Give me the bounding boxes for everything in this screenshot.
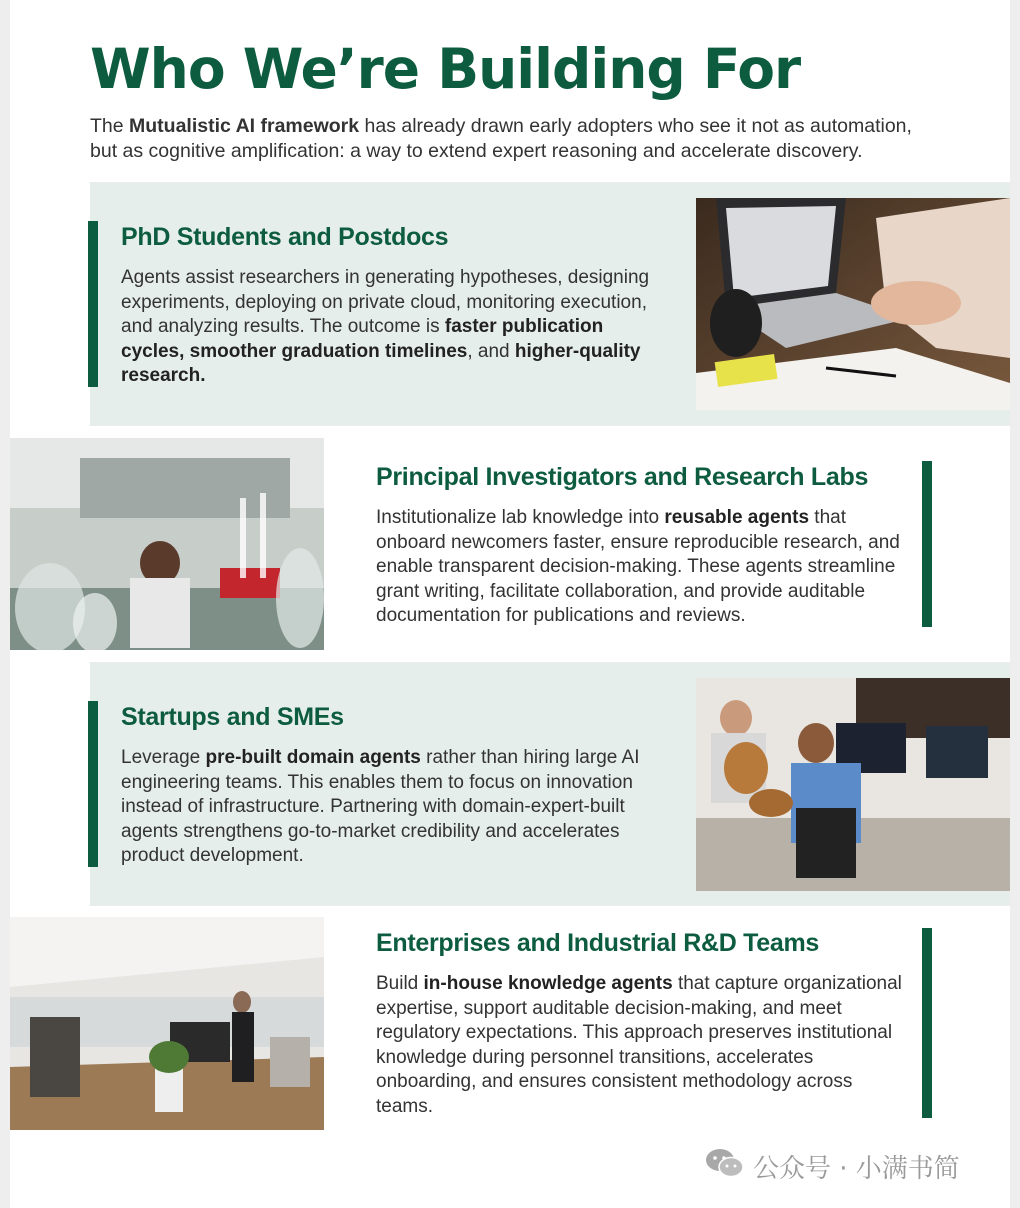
laboratory-photo xyxy=(10,438,324,650)
page xyxy=(10,0,1010,1208)
section-body-labs xyxy=(376,506,908,629)
accent-bar-phd xyxy=(88,221,98,387)
section-title-enterprise: Enterprises and Industrial R&D Teams xyxy=(376,929,820,957)
open-office-photo xyxy=(10,917,324,1130)
body-emphasis: faster publication cycles, smoother graduation timelines xyxy=(121,316,604,362)
intro-bold-term: Mutualistic AI framework xyxy=(129,115,360,137)
body-text: Agents assist researchers in generating hypotheses, designing experiments, deploying on private cloud, monitoring execution, and analyzing results. The outcome is xyxy=(121,267,650,337)
intro-text-end: has already drawn early adopters who see it not as automation, but as cognitive amplification: a way to extend expert reasoning and accelerate discovery. xyxy=(90,115,912,162)
laptop-desk-photo xyxy=(696,198,1010,410)
body-text: that capture organizational expertise, support auditable decision-making, and meet regulatory expectations. This approach preserves institutional knowledge during personnel transitions, accelerates onboarding, and ensures consistent methodology across teams. xyxy=(376,973,902,1117)
body-emphasis: higher-quality research. xyxy=(121,340,641,386)
accent-bar-enterprise xyxy=(922,928,932,1118)
startup-office-photo xyxy=(696,678,1010,891)
body-text: Build xyxy=(376,973,424,994)
body-text: Leverage xyxy=(121,747,206,768)
body-text: rather than hiring large AI engineering teams. This enables them to focus on innovation instead of infrastructure. Partnering with domain-expert-built agents strengthens go-to-market credibility and accelerates product development. xyxy=(121,747,640,866)
section-title-labs: Principal Investigators and Research Labs xyxy=(376,463,869,491)
body-text: Institutionalize lab knowledge into xyxy=(376,507,665,528)
wechat-icon xyxy=(705,1147,745,1186)
watermark-text: 公众号 · 小满书简 xyxy=(753,1153,960,1184)
section-title-phd: PhD Students and Postdocs xyxy=(121,223,449,251)
section-title-startups: Startups and SMEs xyxy=(121,703,344,731)
body-text: , and xyxy=(467,340,515,362)
section-body-phd xyxy=(121,266,661,389)
accent-bar-labs xyxy=(922,461,932,627)
section-body-startups xyxy=(121,746,651,869)
accent-bar-startups xyxy=(88,701,98,867)
section-body-enterprise xyxy=(376,972,906,1119)
watermark xyxy=(705,1146,960,1186)
body-text: that onboard newcomers faster, ensure reproducible research, and enable transparent decision-making. These agents streamline grant writing, facilitate collaboration, and provide auditable documentation for publications and reviews. xyxy=(376,507,900,626)
body-emphasis: pre-built domain agents xyxy=(205,747,421,768)
intro-paragraph xyxy=(90,114,940,164)
intro-text-start: The xyxy=(90,115,130,137)
page-title: Who We’re Building For xyxy=(90,37,801,101)
body-emphasis: in-house knowledge agents xyxy=(423,973,673,994)
body-emphasis: reusable agents xyxy=(664,507,810,528)
